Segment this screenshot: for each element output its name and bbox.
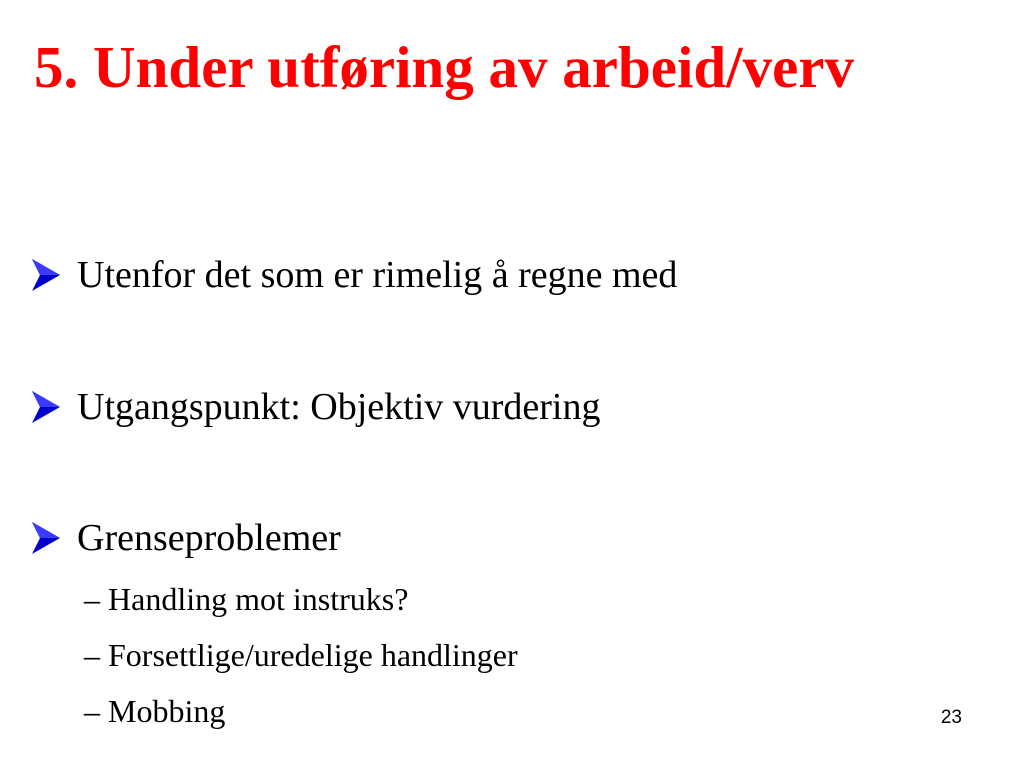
bullet-item-grenseproblemer bbox=[31, 519, 341, 557]
arrow-bullet-icon bbox=[31, 390, 61, 424]
sub-bullet-item-instruks bbox=[84, 583, 408, 615]
dash-marker: – bbox=[84, 693, 100, 729]
dash-marker: – bbox=[84, 637, 100, 673]
bullet-label: Utgangspunkt: Objektiv vurdering bbox=[77, 386, 601, 428]
slide-title: 5. Under utføring av arbeid/verv bbox=[34, 34, 854, 100]
slide-number: 23 bbox=[940, 707, 962, 728]
sub-bullet-label: Handling mot instruks? bbox=[108, 581, 409, 617]
sub-bullet-label: Forsettlige/uredelige handlinger bbox=[108, 637, 518, 673]
sub-bullet-item-mobbing bbox=[84, 695, 225, 727]
bullet-label: Grenseproblemer bbox=[77, 517, 341, 559]
sub-bullet-label: Mobbing bbox=[108, 693, 226, 729]
dash-marker: – bbox=[84, 581, 100, 617]
bullet-item-rimelig bbox=[31, 256, 677, 294]
bullet-item-objektiv bbox=[31, 388, 600, 426]
bullet-label: Utenfor det som er rimelig å regne med bbox=[77, 254, 678, 296]
sub-bullet-item-forsettlige bbox=[84, 639, 518, 671]
arrow-bullet-icon bbox=[31, 521, 61, 555]
arrow-bullet-icon bbox=[31, 258, 61, 292]
